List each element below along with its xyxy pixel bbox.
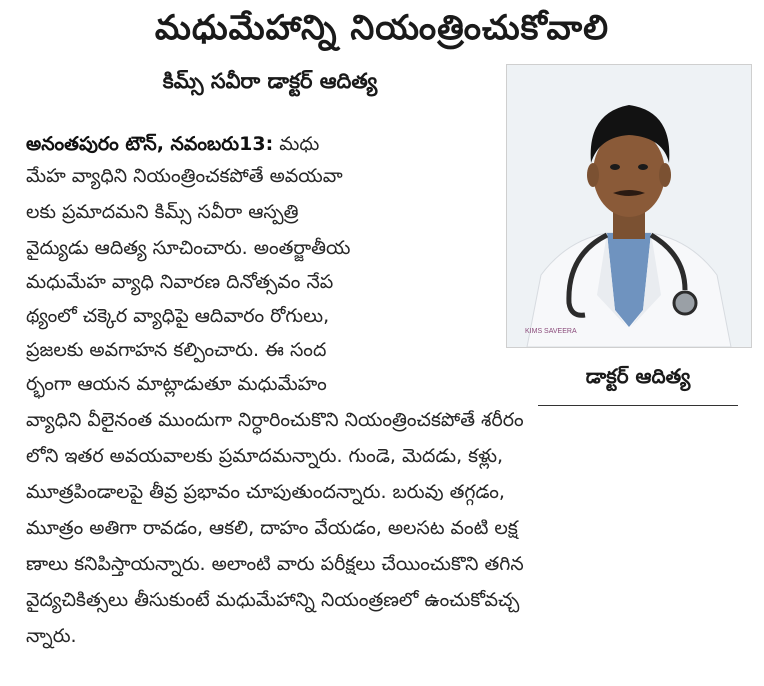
article-body-line: మధుమేహ వ్యాధి నివారణ దినోత్సవం నేప (26, 271, 334, 293)
byline-subheadline: కిమ్స్ సవీరా డాక్టర్ ఆదిత్య (162, 69, 378, 93)
photo-caption: డాక్టర్ ఆదిత్య (585, 364, 691, 388)
article-body-line: వైద్యుడు ఆదిత్య సూచించారు. అంతర్జాతీయ (26, 237, 351, 259)
headline: మధుమేహాన్ని నియంత్రించుకోవాలి (154, 8, 610, 48)
article-body-line: లకు ప్రమాదమని కిమ్స్ సవీరా ఆస్పత్రి (26, 201, 299, 223)
dateline: అనంతపురం టౌన్, నవంబరు13: (26, 133, 274, 155)
article-body-line: థ్యంలో చక్కెర వ్యాధిపై ఆదివారం రోగులు, (26, 305, 330, 327)
article-body-line: మూత్రపిండాలపై తీవ్ర ప్రభావం చూపుతుందన్నారు. బరువు తగ్గడం, (26, 481, 505, 503)
article-body-line: మూత్రం అతిగా రావడం, ఆకలి, దాహం వేయడం, అలసట వంటి లక్ష (26, 517, 518, 539)
article-body-line: వైద్యచికిత్సలు తీసుకుంటే మధుమేహాన్ని నియంత్రణలో ఉంచుకోవచ్చ (26, 589, 520, 611)
article-body-line: మేహ వ్యాధిని నియంత్రించకపోతే అవయవా (26, 165, 343, 187)
article-body-line: ణాలు కనిపిస్తాయన్నారు. అలాంటి వారు పరీక్షలు చేయించుకొని తగిన (26, 553, 524, 575)
article-body-line: ప్రజలకు అవగాహన కల్పించారు. ఈ సంద (26, 339, 327, 361)
article-body-text: మధు (273, 133, 320, 155)
hospital-logo: KIMS SAVEERA (525, 328, 577, 335)
article-body-line: వ్యాధిని వీలైనంత ముందుగా నిర్ధారించుకొని నియంత్రించకపోతే శరీరం (26, 409, 524, 431)
article-body-line (26, 128, 319, 160)
article-body-line: లోని ఇతర అవయవాలకు ప్రమాదమన్నారు. గుండె, మెదడు, కళ్లు, (26, 445, 504, 467)
caption-rule (538, 405, 738, 406)
article-body-line: ర్భంగా ఆయన మాట్లాడుతూ మధుమేహం (26, 373, 327, 395)
doctor-portrait-image (507, 65, 751, 347)
doctor-photo (506, 64, 752, 348)
article-body-line: న్నారు. (26, 625, 77, 647)
